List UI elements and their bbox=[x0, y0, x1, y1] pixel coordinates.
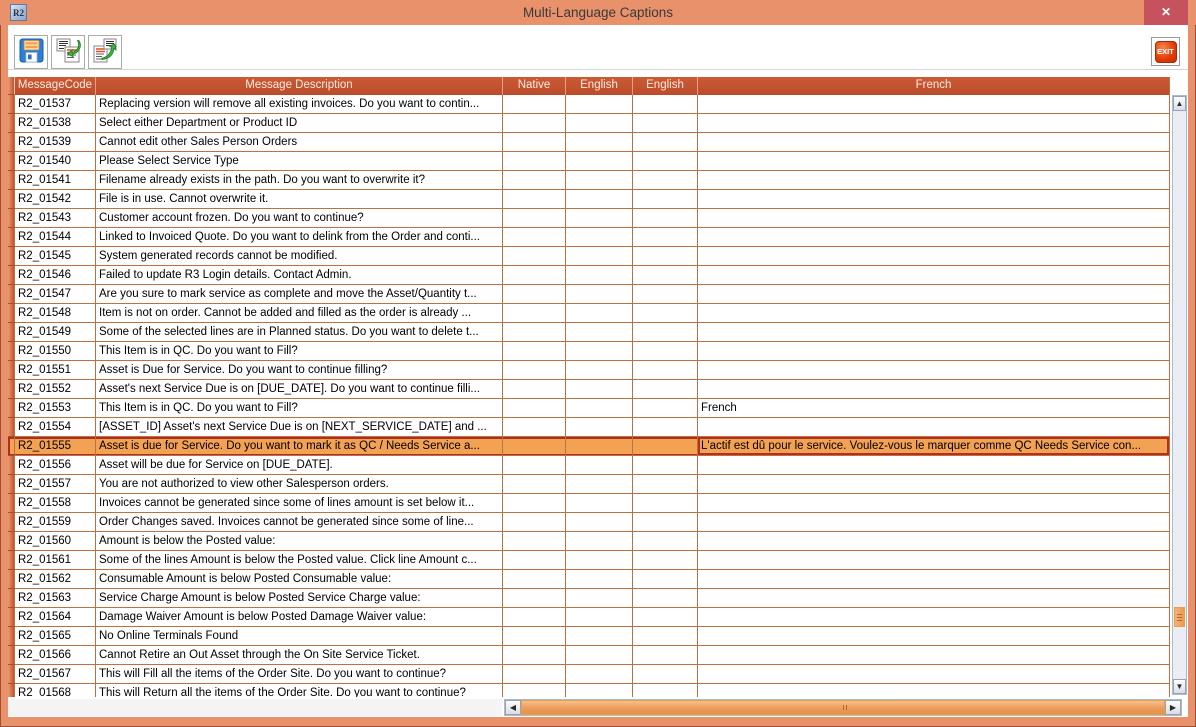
cell-english-2[interactable] bbox=[633, 608, 698, 627]
table-row[interactable] bbox=[8, 494, 1170, 513]
cell-english-2[interactable] bbox=[633, 323, 698, 342]
row-indicator bbox=[8, 513, 15, 532]
row-indicator bbox=[8, 589, 15, 608]
cell-english-1[interactable] bbox=[566, 513, 633, 532]
cell-french[interactable] bbox=[698, 285, 1170, 304]
cell-message-code[interactable]: R2_01568 bbox=[15, 684, 96, 697]
copy-captions-out-icon bbox=[92, 37, 119, 67]
cell-french[interactable]: L'actif est dû pour le service. Voulez-vous le marquer comme QC Needs Service con... bbox=[698, 437, 1170, 456]
cell-english-2[interactable] bbox=[633, 342, 698, 361]
cell-native[interactable] bbox=[503, 646, 566, 665]
cell-english-2[interactable] bbox=[633, 570, 698, 589]
cell-native[interactable] bbox=[503, 475, 566, 494]
cell-english-2[interactable] bbox=[633, 171, 698, 190]
cell-message-code[interactable]: R2_01544 bbox=[15, 228, 96, 247]
row-indicator bbox=[8, 380, 15, 399]
cell-french[interactable] bbox=[698, 133, 1170, 152]
table-row[interactable] bbox=[8, 627, 1170, 646]
cell-message-code[interactable]: R2_01543 bbox=[15, 209, 96, 228]
cell-french[interactable] bbox=[698, 304, 1170, 323]
table-row[interactable] bbox=[8, 513, 1170, 532]
column-header-french[interactable]: French bbox=[698, 77, 1170, 95]
cell-english-1[interactable] bbox=[566, 665, 633, 684]
row-indicator bbox=[8, 361, 15, 380]
table-row[interactable] bbox=[8, 589, 1170, 608]
vertical-scrollbar-thumb[interactable] bbox=[1174, 607, 1185, 627]
cell-message-description[interactable]: You are not authorized to view other Salesperson orders. bbox=[96, 475, 503, 494]
cell-english-2[interactable] bbox=[633, 399, 698, 418]
cell-native[interactable] bbox=[503, 285, 566, 304]
cell-message-description[interactable]: Asset will be due for Service on [DUE_DATE]. bbox=[96, 456, 503, 475]
row-indicator bbox=[8, 171, 15, 190]
cell-french[interactable] bbox=[698, 627, 1170, 646]
cell-english-1[interactable] bbox=[566, 456, 633, 475]
table-row[interactable] bbox=[8, 551, 1170, 570]
cell-english-1[interactable] bbox=[566, 304, 633, 323]
cell-native[interactable] bbox=[503, 456, 566, 475]
cell-message-code[interactable]: R2_01537 bbox=[15, 95, 96, 114]
cell-message-description[interactable]: Are you sure to mark service as complete and move the Asset/Quantity t... bbox=[96, 285, 503, 304]
cell-message-description[interactable]: Replacing version will remove all existing invoices. Do you want to contin... bbox=[96, 95, 503, 114]
cell-message-code[interactable]: R2_01561 bbox=[15, 551, 96, 570]
row-indicator bbox=[8, 285, 15, 304]
cell-english-1[interactable] bbox=[566, 551, 633, 570]
cell-message-code[interactable]: R2_01560 bbox=[15, 532, 96, 551]
cell-french[interactable] bbox=[698, 247, 1170, 266]
cell-native[interactable] bbox=[503, 589, 566, 608]
cell-message-description[interactable]: Order Changes saved. Invoices cannot be generated since some of line... bbox=[96, 513, 503, 532]
cell-english-2[interactable] bbox=[633, 437, 698, 456]
cell-native[interactable] bbox=[503, 209, 566, 228]
row-indicator bbox=[8, 570, 15, 589]
scroll-right-icon[interactable]: ▶ bbox=[1165, 700, 1181, 715]
cell-message-code[interactable]: R2_01541 bbox=[15, 171, 96, 190]
cell-english-2[interactable] bbox=[633, 475, 698, 494]
cell-message-description[interactable]: Filename already exists in the path. Do you want to overwrite it? bbox=[96, 171, 503, 190]
cell-native[interactable] bbox=[503, 437, 566, 456]
row-indicator bbox=[8, 152, 15, 171]
cell-english-2[interactable] bbox=[633, 456, 698, 475]
cell-english-2[interactable] bbox=[633, 513, 698, 532]
table-row[interactable] bbox=[8, 608, 1170, 627]
table-row[interactable] bbox=[8, 304, 1170, 323]
cell-english-1[interactable] bbox=[566, 266, 633, 285]
cell-native[interactable] bbox=[503, 665, 566, 684]
row-indicator bbox=[8, 532, 15, 551]
cell-native[interactable] bbox=[503, 228, 566, 247]
exit-button[interactable] bbox=[1151, 37, 1180, 66]
cell-english-2[interactable] bbox=[633, 247, 698, 266]
horizontal-scrollbar-thumb[interactable] bbox=[521, 700, 1165, 715]
cell-native[interactable] bbox=[503, 608, 566, 627]
row-indicator bbox=[8, 114, 15, 133]
cell-message-description[interactable]: Customer account frozen. Do you want to continue? bbox=[96, 209, 503, 228]
cell-french[interactable] bbox=[698, 114, 1170, 133]
row-indicator bbox=[8, 494, 15, 513]
table-row[interactable] bbox=[8, 114, 1170, 133]
cell-english-1[interactable] bbox=[566, 342, 633, 361]
cell-message-description[interactable]: Item is not on order. Cannot be added and filled as the order is already ... bbox=[96, 304, 503, 323]
cell-french[interactable] bbox=[698, 380, 1170, 399]
column-header-message-code[interactable]: MessageCode bbox=[15, 77, 96, 95]
column-header-english-1[interactable]: English bbox=[566, 77, 633, 95]
cell-english-1[interactable] bbox=[566, 190, 633, 209]
cell-message-description[interactable]: Amount is below the Posted value: bbox=[96, 532, 503, 551]
cell-english-1[interactable] bbox=[566, 684, 633, 697]
cell-message-description[interactable]: Asset is Due for Service. Do you want to continue filling? bbox=[96, 361, 503, 380]
cell-message-description[interactable]: Invoices cannot be generated since some of lines amount is set below it... bbox=[96, 494, 503, 513]
titlebar bbox=[0, 0, 1196, 25]
cell-native[interactable] bbox=[503, 494, 566, 513]
cell-english-1[interactable] bbox=[566, 608, 633, 627]
cell-message-code[interactable]: R2_01546 bbox=[15, 266, 96, 285]
captions-grid bbox=[8, 77, 1170, 697]
cell-french[interactable] bbox=[698, 570, 1170, 589]
cell-english-2[interactable] bbox=[633, 152, 698, 171]
cell-english-2[interactable] bbox=[633, 133, 698, 152]
cell-english-2[interactable] bbox=[633, 209, 698, 228]
cell-english-2[interactable] bbox=[633, 684, 698, 697]
cell-french[interactable] bbox=[698, 95, 1170, 114]
cell-english-1[interactable] bbox=[566, 247, 633, 266]
row-indicator bbox=[8, 304, 15, 323]
cell-english-1[interactable] bbox=[566, 361, 633, 380]
copy-captions-in-icon bbox=[55, 37, 82, 67]
cell-message-description[interactable]: Damage Waiver Amount is below Posted Damage Waiver value: bbox=[96, 608, 503, 627]
row-indicator bbox=[8, 133, 15, 152]
table-row[interactable] bbox=[8, 171, 1170, 190]
cell-native[interactable] bbox=[503, 95, 566, 114]
cell-french[interactable] bbox=[698, 228, 1170, 247]
cell-english-2[interactable] bbox=[633, 589, 698, 608]
cell-native[interactable] bbox=[503, 380, 566, 399]
cell-message-code[interactable]: R2_01542 bbox=[15, 190, 96, 209]
cell-french[interactable] bbox=[698, 171, 1170, 190]
cell-french[interactable] bbox=[698, 665, 1170, 684]
cell-english-2[interactable] bbox=[633, 551, 698, 570]
grid-body bbox=[8, 95, 1170, 697]
cell-native[interactable] bbox=[503, 171, 566, 190]
cell-message-code[interactable]: R2_01563 bbox=[15, 589, 96, 608]
cell-french[interactable]: French bbox=[698, 399, 1170, 418]
cell-message-description[interactable]: [ASSET_ID] Asset's next Service Due is on [NEXT_SERVICE_DATE] and ... bbox=[96, 418, 503, 437]
cell-english-2[interactable] bbox=[633, 361, 698, 380]
row-indicator bbox=[8, 323, 15, 342]
cell-english-2[interactable] bbox=[633, 418, 698, 437]
content-area bbox=[8, 25, 1188, 717]
cell-message-description[interactable]: File is in use. Cannot overwrite it. bbox=[96, 190, 503, 209]
table-row[interactable] bbox=[8, 380, 1170, 399]
table-row[interactable] bbox=[8, 475, 1170, 494]
table-row[interactable] bbox=[8, 684, 1170, 697]
row-indicator-header bbox=[8, 77, 15, 95]
cell-message-description[interactable]: Select either Department or Product ID bbox=[96, 114, 503, 133]
column-header-message-description[interactable]: Message Description bbox=[96, 77, 503, 95]
row-indicator bbox=[8, 684, 15, 697]
vertical-scrollbar[interactable] bbox=[1172, 95, 1187, 695]
close-icon[interactable]: ✕ bbox=[1144, 0, 1188, 25]
cell-message-description[interactable]: Please Select Service Type bbox=[96, 152, 503, 171]
cell-english-2[interactable] bbox=[633, 228, 698, 247]
cell-french[interactable] bbox=[698, 532, 1170, 551]
cell-message-code[interactable]: R2_01558 bbox=[15, 494, 96, 513]
table-row[interactable] bbox=[8, 209, 1170, 228]
cell-message-code[interactable]: R2_01564 bbox=[15, 608, 96, 627]
row-indicator bbox=[8, 228, 15, 247]
cell-message-description[interactable]: Some of the lines Amount is below the Posted value. Click line Amount c... bbox=[96, 551, 503, 570]
cell-english-2[interactable] bbox=[633, 532, 698, 551]
cell-french[interactable] bbox=[698, 209, 1170, 228]
cell-english-1[interactable] bbox=[566, 646, 633, 665]
cell-native[interactable] bbox=[503, 532, 566, 551]
table-row[interactable] bbox=[8, 570, 1170, 589]
row-indicator bbox=[8, 95, 15, 114]
cell-french[interactable] bbox=[698, 361, 1170, 380]
table-row[interactable] bbox=[8, 266, 1170, 285]
cell-french[interactable] bbox=[698, 342, 1170, 361]
copy-captions-in-button[interactable] bbox=[51, 35, 85, 69]
table-row[interactable] bbox=[8, 342, 1170, 361]
row-indicator bbox=[8, 190, 15, 209]
table-row[interactable] bbox=[8, 437, 1170, 456]
cell-message-code[interactable]: R2_01557 bbox=[15, 475, 96, 494]
cell-french[interactable] bbox=[698, 646, 1170, 665]
table-row[interactable] bbox=[8, 133, 1170, 152]
cell-english-1[interactable] bbox=[566, 399, 633, 418]
cell-english-1[interactable] bbox=[566, 152, 633, 171]
cell-english-1[interactable] bbox=[566, 380, 633, 399]
table-row[interactable] bbox=[8, 228, 1170, 247]
cell-message-code[interactable]: R2_01550 bbox=[15, 342, 96, 361]
cell-english-2[interactable] bbox=[633, 627, 698, 646]
cell-native[interactable] bbox=[503, 418, 566, 437]
cell-english-1[interactable] bbox=[566, 285, 633, 304]
cell-english-2[interactable] bbox=[633, 646, 698, 665]
row-indicator bbox=[8, 437, 15, 456]
cell-message-description[interactable]: Service Charge Amount is below Posted Service Charge value: bbox=[96, 589, 503, 608]
cell-message-description[interactable]: Consumable Amount is below Posted Consumable value: bbox=[96, 570, 503, 589]
cell-english-1[interactable] bbox=[566, 589, 633, 608]
row-indicator bbox=[8, 418, 15, 437]
cell-message-code[interactable]: R2_01538 bbox=[15, 114, 96, 133]
cell-french[interactable] bbox=[698, 608, 1170, 627]
horizontal-scrollbar[interactable] bbox=[504, 699, 1182, 716]
cell-message-description[interactable]: Cannot edit other Sales Person Orders bbox=[96, 133, 503, 152]
cell-english-1[interactable] bbox=[566, 114, 633, 133]
copy-captions-out-button[interactable] bbox=[88, 35, 122, 69]
table-row[interactable] bbox=[8, 285, 1170, 304]
grid-bottom-filler bbox=[8, 699, 502, 716]
cell-english-2[interactable] bbox=[633, 114, 698, 133]
cell-native[interactable] bbox=[503, 190, 566, 209]
cell-message-code[interactable]: R2_01548 bbox=[15, 304, 96, 323]
scroll-up-icon[interactable]: ▲ bbox=[1173, 96, 1186, 111]
cell-english-2[interactable] bbox=[633, 380, 698, 399]
cell-message-description[interactable]: Some of the selected lines are in Planned status. Do you want to delete t... bbox=[96, 323, 503, 342]
column-header-native[interactable]: Native bbox=[503, 77, 566, 95]
cell-english-1[interactable] bbox=[566, 418, 633, 437]
cell-message-description[interactable]: This Item is in QC. Do you want to Fill? bbox=[96, 399, 503, 418]
cell-message-code[interactable]: R2_01567 bbox=[15, 665, 96, 684]
cell-french[interactable] bbox=[698, 456, 1170, 475]
cell-native[interactable] bbox=[503, 114, 566, 133]
row-indicator bbox=[8, 665, 15, 684]
cell-message-description[interactable]: Cannot Retire an Out Asset through the On Site Service Ticket. bbox=[96, 646, 503, 665]
row-indicator bbox=[8, 627, 15, 646]
cell-message-description[interactable]: System generated records cannot be modified. bbox=[96, 247, 503, 266]
cell-english-2[interactable] bbox=[633, 190, 698, 209]
cell-message-code[interactable]: R2_01556 bbox=[15, 456, 96, 475]
cell-english-1[interactable] bbox=[566, 133, 633, 152]
row-indicator bbox=[8, 247, 15, 266]
cell-english-1[interactable] bbox=[566, 627, 633, 646]
cell-message-code[interactable]: R2_01555 bbox=[15, 437, 96, 456]
table-row[interactable] bbox=[8, 646, 1170, 665]
cell-english-1[interactable] bbox=[566, 532, 633, 551]
table-row[interactable] bbox=[8, 532, 1170, 551]
cell-french[interactable] bbox=[698, 494, 1170, 513]
row-indicator bbox=[8, 342, 15, 361]
cell-english-2[interactable] bbox=[633, 304, 698, 323]
row-indicator bbox=[8, 266, 15, 285]
cell-message-description[interactable]: This Item is in QC. Do you want to Fill? bbox=[96, 342, 503, 361]
cell-message-code[interactable]: R2_01566 bbox=[15, 646, 96, 665]
cell-native[interactable] bbox=[503, 152, 566, 171]
cell-french[interactable] bbox=[698, 323, 1170, 342]
cell-english-1[interactable] bbox=[566, 209, 633, 228]
cell-native[interactable] bbox=[503, 551, 566, 570]
table-row[interactable] bbox=[8, 247, 1170, 266]
cell-message-description[interactable]: Linked to Invoiced Quote. Do you want to delink from the Order and conti... bbox=[96, 228, 503, 247]
cell-english-1[interactable] bbox=[566, 570, 633, 589]
scroll-down-icon[interactable]: ▼ bbox=[1173, 679, 1186, 694]
cell-message-description[interactable]: Asset is due for Service. Do you want to mark it as QC / Needs Service a... bbox=[96, 437, 503, 456]
cell-english-2[interactable] bbox=[633, 665, 698, 684]
cell-english-1[interactable] bbox=[566, 323, 633, 342]
table-row[interactable] bbox=[8, 665, 1170, 684]
cell-message-code[interactable]: R2_01551 bbox=[15, 361, 96, 380]
cell-message-code[interactable]: R2_01553 bbox=[15, 399, 96, 418]
cell-french[interactable] bbox=[698, 589, 1170, 608]
cell-native[interactable] bbox=[503, 627, 566, 646]
cell-english-1[interactable] bbox=[566, 95, 633, 114]
cell-message-description[interactable]: No Online Terminals Found bbox=[96, 627, 503, 646]
cell-message-description[interactable]: Asset's next Service Due is on [DUE_DATE]. Do you want to continue filli... bbox=[96, 380, 503, 399]
cell-english-1[interactable] bbox=[566, 171, 633, 190]
table-row[interactable] bbox=[8, 361, 1170, 380]
cell-native[interactable] bbox=[503, 247, 566, 266]
cell-english-1[interactable] bbox=[566, 494, 633, 513]
exit-icon: EXIT bbox=[1155, 41, 1177, 63]
cell-message-code[interactable]: R2_01565 bbox=[15, 627, 96, 646]
cell-french[interactable] bbox=[698, 684, 1170, 697]
table-row[interactable] bbox=[8, 456, 1170, 475]
cell-message-code[interactable]: R2_01559 bbox=[15, 513, 96, 532]
cell-message-code[interactable]: R2_01552 bbox=[15, 380, 96, 399]
window-title: Multi-Language Captions bbox=[522, 5, 674, 20]
cell-english-2[interactable] bbox=[633, 285, 698, 304]
toolbar bbox=[8, 25, 1188, 70]
table-row[interactable] bbox=[8, 323, 1170, 342]
table-row[interactable] bbox=[8, 399, 1170, 418]
cell-native[interactable] bbox=[503, 513, 566, 532]
cell-native[interactable] bbox=[503, 361, 566, 380]
cell-message-code[interactable]: R2_01562 bbox=[15, 570, 96, 589]
cell-english-2[interactable] bbox=[633, 266, 698, 285]
cell-native[interactable] bbox=[503, 342, 566, 361]
cell-native[interactable] bbox=[503, 684, 566, 697]
cell-message-code[interactable]: R2_01547 bbox=[15, 285, 96, 304]
cell-english-2[interactable] bbox=[633, 494, 698, 513]
column-header-english-2[interactable]: English bbox=[633, 77, 698, 95]
cell-native[interactable] bbox=[503, 323, 566, 342]
cell-french[interactable] bbox=[698, 551, 1170, 570]
cell-native[interactable] bbox=[503, 304, 566, 323]
row-indicator bbox=[8, 475, 15, 494]
cell-english-1[interactable] bbox=[566, 437, 633, 456]
save-button[interactable] bbox=[14, 35, 48, 69]
table-row[interactable] bbox=[8, 190, 1170, 209]
row-indicator bbox=[8, 646, 15, 665]
table-row[interactable] bbox=[8, 418, 1170, 437]
cell-french[interactable] bbox=[698, 190, 1170, 209]
cell-message-description[interactable]: This will Fill all the items of the Order Site. Do you want to continue? bbox=[96, 665, 503, 684]
cell-message-code[interactable]: R2_01549 bbox=[15, 323, 96, 342]
cell-french[interactable] bbox=[698, 475, 1170, 494]
row-indicator bbox=[8, 456, 15, 475]
cell-message-code[interactable]: R2_01540 bbox=[15, 152, 96, 171]
cell-french[interactable] bbox=[698, 152, 1170, 171]
app-icon: R2 bbox=[10, 4, 27, 21]
cell-french[interactable] bbox=[698, 513, 1170, 532]
cell-native[interactable] bbox=[503, 266, 566, 285]
cell-french[interactable] bbox=[698, 418, 1170, 437]
row-indicator bbox=[8, 551, 15, 570]
row-indicator bbox=[8, 399, 15, 418]
cell-message-code[interactable]: R2_01539 bbox=[15, 133, 96, 152]
row-indicator bbox=[8, 608, 15, 627]
save-floppy-icon bbox=[18, 37, 45, 67]
cell-native[interactable] bbox=[503, 399, 566, 418]
table-row[interactable] bbox=[8, 95, 1170, 114]
cell-english-2[interactable] bbox=[633, 95, 698, 114]
cell-message-description[interactable]: Failed to update R3 Login details. Contact Admin. bbox=[96, 266, 503, 285]
cell-message-code[interactable]: R2_01554 bbox=[15, 418, 96, 437]
cell-french[interactable] bbox=[698, 266, 1170, 285]
cell-native[interactable] bbox=[503, 133, 566, 152]
row-indicator bbox=[8, 209, 15, 228]
scroll-left-icon[interactable]: ◀ bbox=[505, 700, 521, 715]
cell-message-description[interactable]: This will Return all the items of the Order Site. Do you want to continue? bbox=[96, 684, 503, 697]
table-row[interactable] bbox=[8, 152, 1170, 171]
cell-native[interactable] bbox=[503, 570, 566, 589]
cell-english-1[interactable] bbox=[566, 475, 633, 494]
grid-header-row bbox=[8, 77, 1170, 95]
cell-english-1[interactable] bbox=[566, 228, 633, 247]
cell-message-code[interactable]: R2_01545 bbox=[15, 247, 96, 266]
